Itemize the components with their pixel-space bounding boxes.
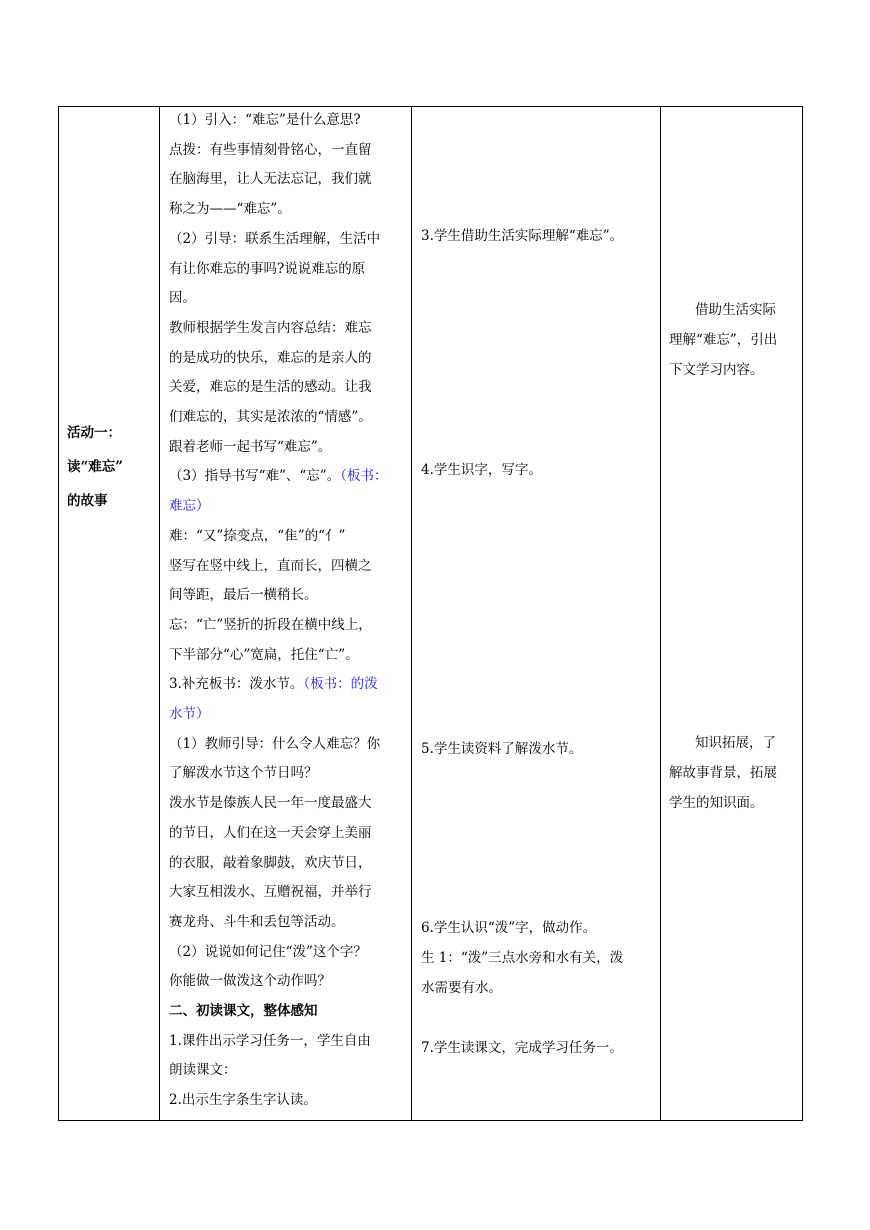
teacher-text-line — [169, 194, 405, 224]
teacher-text-line — [169, 640, 405, 670]
text-run: 知识拓展，了 — [695, 735, 776, 751]
text-run: 大家互相泼水、互赠祝福，并举行 — [169, 884, 372, 901]
intent-text-line — [669, 355, 796, 385]
teacher-text-line — [169, 164, 405, 194]
text-run: 教师根据学生发言内容总结：难忘 — [169, 319, 372, 336]
text-run: 解故事背景，拓展 — [669, 765, 777, 781]
teacher-text-line — [169, 254, 405, 284]
text-run: 赛龙舟、斗牛和丢包等活动。 — [169, 913, 345, 930]
teacher-text-line — [169, 669, 405, 699]
intent-text-line — [669, 295, 796, 325]
teacher-text-line — [169, 610, 405, 640]
activity-title: 读“难忘” — [67, 459, 124, 475]
teacher-text-line — [169, 966, 405, 996]
teacher-text-line — [169, 224, 405, 254]
text-run: （1）教师引导：什么令人难忘？你 — [169, 735, 381, 752]
board-writing-note: 难忘） — [169, 498, 210, 515]
teacher-text-line — [169, 343, 405, 373]
text-run: 泼水节是傣族人民一年一度最盛大 — [169, 795, 372, 812]
teacher-text-line — [169, 461, 405, 491]
teacher-text-line — [169, 283, 405, 313]
board-writing-note: 水节） — [169, 706, 210, 722]
student-text-line — [421, 221, 654, 251]
intent-text-line — [669, 758, 796, 788]
text-run: 学生的知识面。 — [669, 795, 764, 811]
activity-title: 的故事 — [67, 493, 108, 509]
student-text-line — [421, 1033, 654, 1063]
intent-text-line — [669, 728, 796, 758]
text-run: 们难忘的，其实是浓浓的“情感”。 — [169, 409, 372, 425]
teacher-text-line — [169, 788, 405, 818]
activity-cell — [59, 107, 160, 1121]
text-run: 1.课件出示学习任务一，学生自由 — [169, 1032, 371, 1049]
teacher-text-line — [169, 580, 405, 610]
teacher-activity-cell — [160, 107, 412, 1121]
text-run: 朗读课文： — [169, 1062, 237, 1079]
text-run: 跟着老师一起书写“难忘”。 — [169, 438, 332, 455]
teacher-text-line — [169, 551, 405, 581]
student-text-line — [421, 943, 654, 973]
text-run: 下半部分“心”宽扁，托住“亡”。 — [169, 646, 359, 663]
text-run: 下文学习内容。 — [669, 362, 764, 378]
teacher-text-line — [169, 758, 405, 788]
text-run: 了解泼水节这个节日吗？ — [169, 765, 318, 782]
student-activity-cell — [412, 107, 661, 1121]
teacher-text-line — [169, 135, 405, 165]
text-run: 4.学生识字，写字。 — [421, 462, 542, 478]
intent-text-line — [669, 325, 796, 355]
text-run: 称之为——“难忘”。 — [169, 201, 291, 218]
text-run: 有让你难忘的事吗?说说难忘的原 — [169, 260, 366, 277]
teacher-text-line — [169, 402, 405, 432]
teacher-text-line — [169, 996, 405, 1026]
intent-text-line — [669, 788, 796, 818]
table-row — [59, 107, 803, 1121]
activity-title: 活动一： — [67, 425, 121, 441]
teacher-text-line — [169, 937, 405, 967]
text-run: 水需要有水。 — [421, 980, 502, 996]
text-run: 5.学生读资料了解泼水节。 — [421, 741, 583, 757]
text-run: 的节日，人们在这一天会穿上美丽 — [169, 824, 372, 841]
text-run: 7.学生读课文，完成学习任务一。 — [421, 1040, 623, 1056]
text-run: 你能做一做泼这个动作吗？ — [169, 973, 331, 990]
text-run: （2）说说如何记住“泼”这个字？ — [169, 943, 367, 960]
text-run: 竖写在竖中线上，直而长，四横之 — [169, 557, 372, 574]
text-run: 的是成功的快乐，难忘的是亲人的 — [169, 349, 372, 366]
teacher-text-line — [169, 1026, 405, 1056]
teacher-text-line — [169, 729, 405, 759]
text-run: 间等距，最后一横稍长。 — [169, 587, 318, 604]
student-text-line — [421, 973, 654, 1003]
teacher-text-line — [169, 818, 405, 848]
text-run: （2）引导：联系生活理解，生活中 — [169, 230, 381, 247]
text-run: 理解“难忘”，引出 — [669, 332, 778, 348]
text-run: 因。 — [169, 290, 196, 307]
text-run: 2.出示生字条生字认读。 — [169, 1092, 317, 1109]
text-run: 二、初读课文，整体感知 — [169, 1003, 318, 1019]
teacher-text-line — [169, 877, 405, 907]
text-run: 生 1：“泼”三点水旁和水有关，泼 — [421, 950, 624, 966]
text-run: （1）引入：“难忘”是什么意思? — [169, 112, 361, 128]
text-run: （3）指导书写“难”、“忘”。 — [169, 468, 341, 485]
teacher-text-line — [169, 848, 405, 878]
teacher-text-line — [169, 105, 405, 135]
teacher-text-line — [169, 699, 405, 729]
text-run: 在脑海里，让人无法忘记，我们就 — [169, 171, 372, 188]
text-run: 点拨：有些事情刻骨铭心，一直留 — [169, 141, 372, 158]
teacher-text-line — [169, 313, 405, 343]
teacher-text-line — [169, 907, 405, 937]
teacher-text-line — [169, 372, 405, 402]
student-text-line — [421, 913, 654, 943]
teacher-text-line — [169, 491, 405, 521]
teacher-text-line — [169, 1085, 405, 1115]
text-run: 的衣服，敲着象脚鼓，欢庆节日， — [169, 854, 372, 871]
text-run: 借助生活实际 — [695, 302, 776, 318]
text-run: 难：“又”捺变点，“隹”的“亻” — [169, 527, 346, 544]
text-run: 关爱，难忘的是生活的感动。让我 — [169, 379, 372, 396]
text-run: 3.学生借助生活实际理解“难忘”。 — [421, 228, 624, 244]
teacher-text-line — [169, 432, 405, 462]
student-text-line — [421, 455, 654, 485]
text-run: 忘：“亡”竖折的折段在横中线上， — [169, 616, 372, 633]
lesson-table — [58, 106, 803, 1121]
text-run: 6.学生认识“泼”字，做动作。 — [421, 920, 597, 936]
board-writing-note: （板书：的泼 — [303, 676, 378, 693]
teacher-text-line — [169, 1055, 405, 1085]
board-writing-note: （板书： — [340, 468, 388, 485]
teacher-text-line — [169, 521, 405, 551]
student-text-line — [421, 734, 654, 764]
design-intent-cell — [661, 107, 803, 1121]
text-run: 3.补充板书：泼水节。 — [169, 676, 304, 693]
